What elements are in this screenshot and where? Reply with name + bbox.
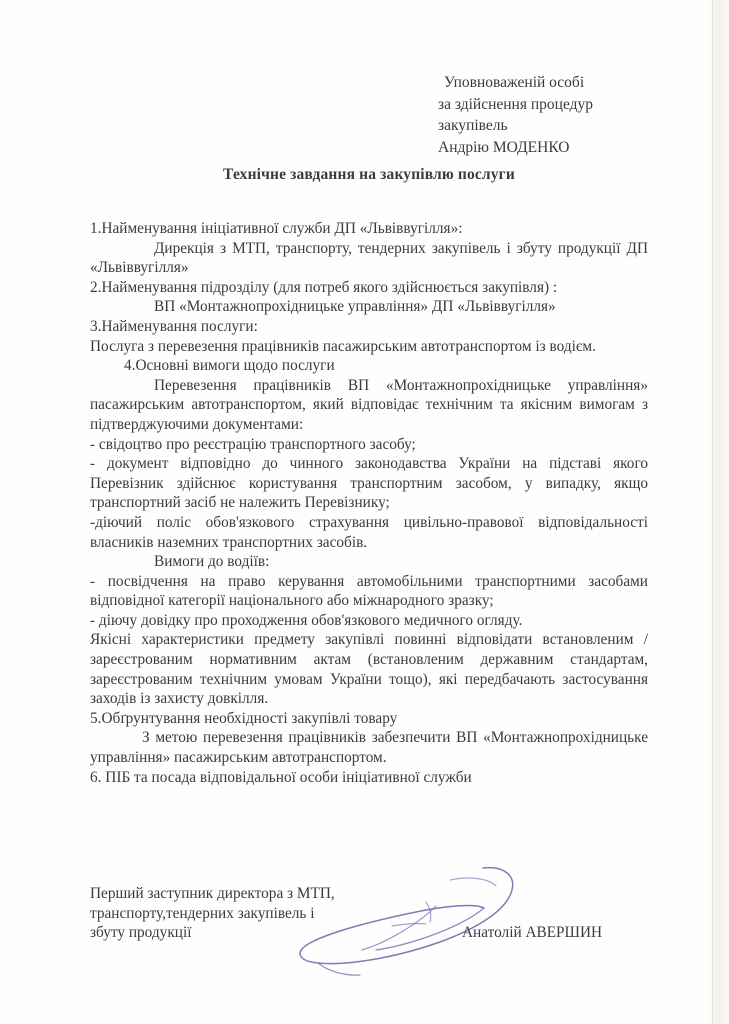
- section-4-requirement-3: -діючий поліс обов'язкового страхування цивільно-правової відповідальності власників наземних транспортних засобів.: [90, 513, 648, 551]
- signatory-role-line-1: Перший заступник директора з МТП,: [90, 885, 335, 902]
- signatory-name: Анатолій АВЕРШИН: [462, 924, 603, 941]
- section-5-heading: 5.Обґрунтування необхідності закупівлі товару: [90, 709, 398, 727]
- section-4-heading: 4.Основні вимоги щодо послуги: [124, 357, 335, 375]
- document-body: [90, 219, 648, 787]
- addressee-line-4: Андрію МОДЕНКО: [438, 138, 570, 156]
- signatory-role-line-3: збуту продукції: [90, 924, 192, 942]
- signatory-role: [90, 884, 390, 943]
- document-content: [90, 0, 648, 1024]
- section-1-heading: 1.Найменування ініціативної служби ДП «Львіввугілля»:: [90, 220, 463, 237]
- section-4-driver-requirement-1: - посвідчення на право керування автомобільними транспортними засобами відповідної категорії національного або міжнародного зразку;: [90, 572, 648, 610]
- section-3-text: Послуга з перевезення працівників пасажирським автотранспортом із водієм.: [90, 337, 596, 355]
- addressee-line-1: Уповноваженій особі: [444, 74, 585, 91]
- addressee-line-2: за здійснення процедур: [438, 95, 594, 113]
- section-2-text: ВП «Монтажнопрохідницьке управління» ДП «Львіввугілля»: [154, 298, 556, 316]
- section-4-requirement-2: - документ відповідно до чинного законодавства України на підставі якого Перевізник здійснює користування транспортним засобом, у випадку, якщо транспортний засіб не належить Перевізнику;: [90, 455, 648, 512]
- section-3-heading: 3.Найменування послуги:: [90, 317, 258, 335]
- section-4-quality-text: Якісні характеристики предмету закупівлі повинні відповідати встановленим /зареєстрованим нормативним актам (встановленим державним стандартам, зареєстрованим технічним умовам України тощо), які передбачають застосування заходів із захисту довкілля.: [90, 631, 648, 708]
- section-4-driver-requirement-2: - діючу довідку про проходження обов'язкового медичного огляду.: [90, 611, 523, 629]
- section-4-driver-heading: Вимоги до водіїв:: [154, 553, 270, 571]
- section-1-text: Дирекція з МТП, транспорту, тендерних закупівель і збуту продукції ДП «Львіввугілля»: [90, 239, 648, 277]
- signatory-role-line-2: транспорту,тендерних закупівель і: [90, 904, 315, 922]
- addressee-line-3: закупівель: [438, 117, 508, 134]
- document-title: Технічне завдання на закупівлю послуги: [223, 166, 515, 183]
- section-5-text: З метою перевезення працівників забезпечити ВП «Монтажнопрохідницьке управління» пасажирським автотранспортом.: [90, 729, 648, 767]
- section-4-requirement-1: - свідоцтво про реєстрацію транспортного засобу;: [90, 435, 416, 453]
- section-2-heading: 2.Найменування підрозділу (для потреб якого здійснюється закупівля) :: [90, 278, 558, 296]
- addressee-block: [438, 72, 718, 158]
- section-6-heading: 6. ПІБ та посада відповідальної особи ініціативної служби: [90, 768, 472, 786]
- section-4-intro: Перевезення працівників ВП «Монтажнопрохідницьке управління» пасажирським автотранспортом, який відповідає технічним та якісним вимогам з підтверджуючими документами:: [90, 376, 648, 433]
